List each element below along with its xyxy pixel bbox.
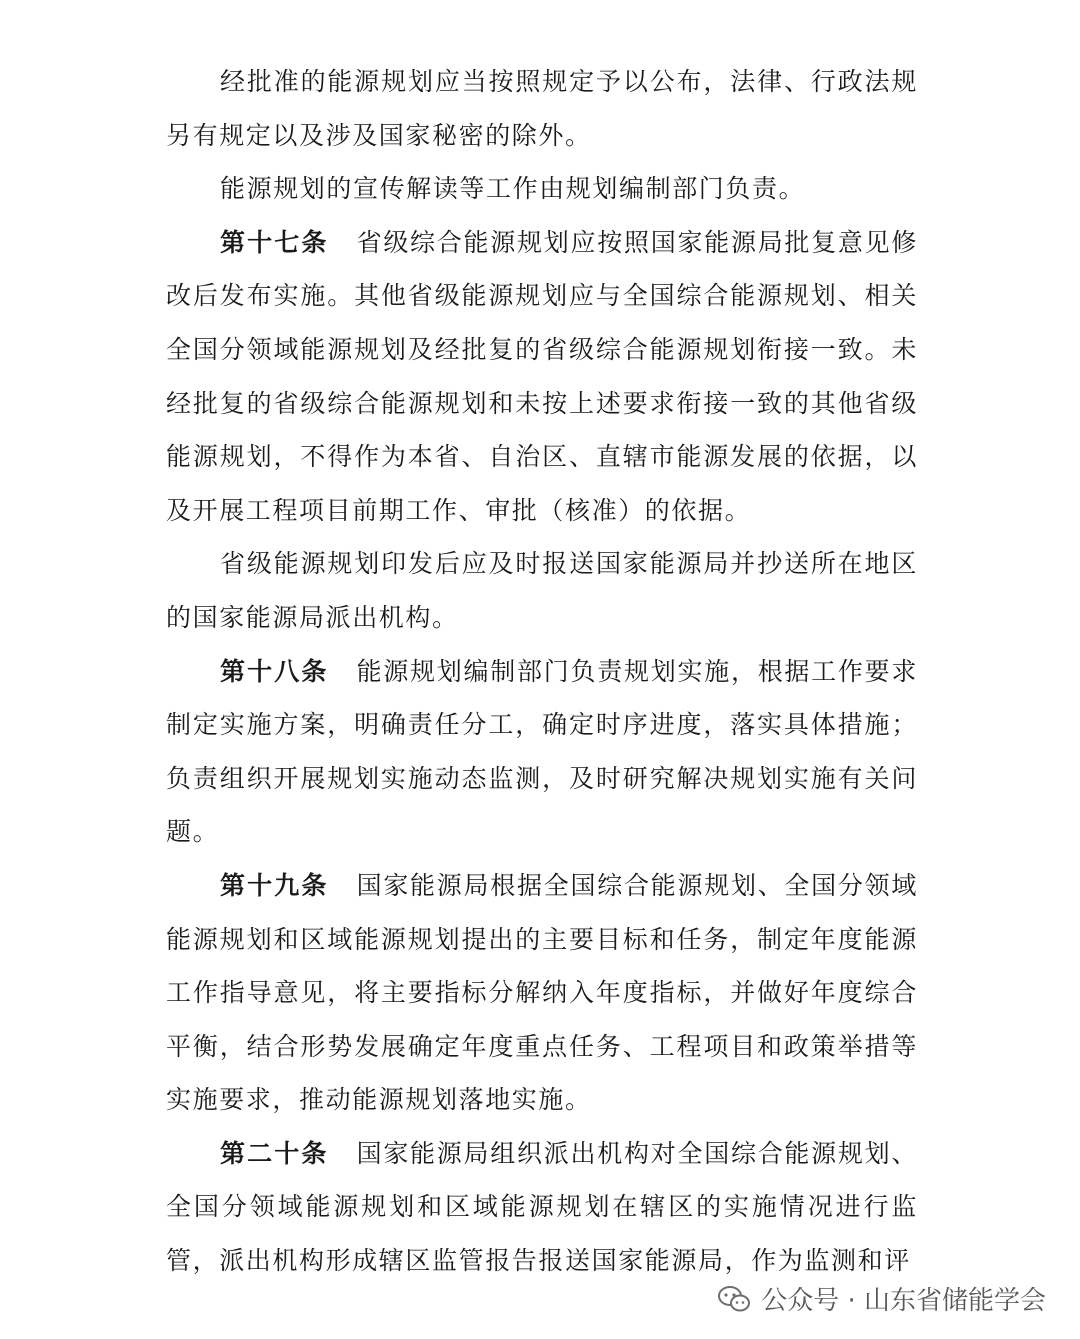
article-19: [166, 859, 918, 1127]
paragraph-1: [166, 55, 918, 162]
wechat-logo-icon: [717, 1284, 751, 1314]
paragraph-2: [166, 162, 918, 216]
article-heading: 第十八条: [220, 656, 329, 686]
watermark: [717, 1280, 1046, 1317]
paragraph-text: 能源规划的宣传解读等工作由规划编制部门负责。: [220, 174, 806, 204]
article-18: [166, 645, 918, 859]
paragraph-text: 经批准的能源规划应当按照规定予以公布，法律、行政法规另有规定以及涉及国家秘密的除外。: [166, 67, 918, 150]
article-heading: 第十七条: [220, 227, 329, 257]
watermark-text: 公众号 · 山东省储能学会: [761, 1286, 1046, 1316]
paragraph-text: 能源规划编制部门负责规划实施，根据工作要求制定实施方案，明确责任分工，确定时序进度，落实具体措施；负责组织开展规划实施动态监测，及时研究解决规划实施有关问题。: [166, 656, 918, 847]
paragraph-text: 国家能源局根据全国综合能源规划、全国分领域能源规划和区域能源规划提出的主要目标和任务，制定年度能源工作指导意见，将主要指标分解纳入年度指标，并做好年度综合平衡，结合形势发展确定年度重点任务、工程项目和政策举措等实施要求，推动能源规划落地实施。: [166, 870, 918, 1115]
article-heading: 第二十条: [220, 1138, 329, 1168]
paragraph-text: 国家能源局组织派出机构对全国综合能源规划、全国分领域能源规划和区域能源规划在辖区的实施情况进行监管，派出机构形成辖区监管报告报送国家能源局，作为监测和评: [166, 1138, 918, 1276]
article-heading: 第十九条: [220, 870, 329, 900]
paragraph-text: 省级综合能源规划应按照国家能源局批复意见修改后发布实施。其他省级能源规划应与全国综合能源规划、相关全国分领域能源规划及经批复的省级综合能源规划衔接一致。未经批复的省级综合能源规划和未按上述要求衔接一致的其他省级能源规划，不得作为本省、自治区、直辖市能源发展的依据，以及开展工程项目前期工作、审批（核准）的依据。: [166, 227, 918, 525]
paragraph-4: [166, 537, 918, 644]
article-20: [166, 1127, 918, 1288]
article-17: [166, 216, 918, 538]
paragraph-text: 省级能源规划印发后应及时报送国家能源局并抄送所在地区的国家能源局派出机构。: [166, 549, 918, 632]
document-body: [166, 55, 918, 1288]
